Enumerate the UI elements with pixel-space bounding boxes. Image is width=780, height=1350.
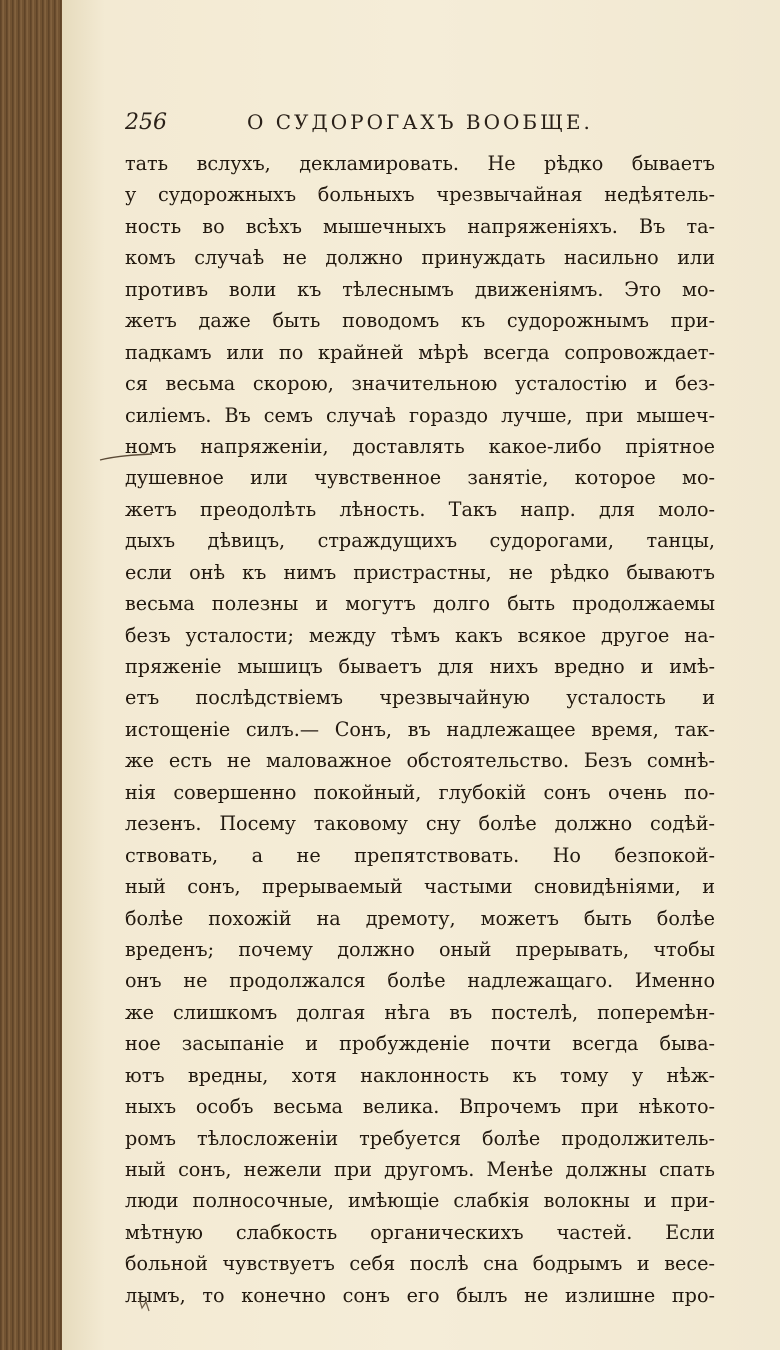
text-line: ствовать, а не препятствовать. Но безпокой- (125, 843, 715, 867)
page-stack-edge (0, 0, 62, 1350)
text-line: номъ напряженіи, доставлять какое-либо пріятное (125, 434, 715, 458)
text-line: противъ воли къ тѣлеснымъ движеніямъ. Это мо- (125, 277, 715, 301)
text-line: мѣтную слабкость органическихъ частей. Если (125, 1220, 715, 1244)
text-line: лезенъ. Посему таковому сну болѣе должно содѣй- (125, 812, 715, 836)
text-line: ность во всѣхъ мышечныхъ напряженіяхъ. Въ та- (125, 214, 715, 238)
text-line: же есть не маловажное обстоятельство. Безъ сомнѣ- (125, 749, 715, 773)
text-line: комъ случаѣ не должно принуждать насильно или (125, 246, 715, 270)
text-line: ныхъ особъ весьма велика. Впрочемъ при нѣкото- (125, 1095, 715, 1119)
text-line: ютъ вредны, хотя наклонность къ тому у нѣж- (125, 1063, 715, 1087)
page-number: 256 (125, 110, 167, 135)
text-line: же слишкомъ долгая нѣга въ постелѣ, поперемѣн- (125, 1000, 715, 1024)
text-line: дыхъ дѣвицъ, страждущихъ судорогами, танцы, (125, 529, 715, 553)
text-line: болѣе похожій на дремоту, можетъ быть болѣе (125, 906, 715, 930)
text-line: ный сонъ, нежели при другомъ. Менѣе должны спать (125, 1158, 715, 1181)
text-line: нія совершенно покойный, глубокій сонъ очень по- (125, 780, 715, 804)
text-line: вреденъ; почему должно оный прерывать, чтобы (125, 937, 715, 961)
running-title: О СУДОРОГАХЪ ВООБЩЕ. (247, 110, 593, 134)
text-line: ный сонъ, прерываемый частыми сновидѣніями, и (125, 875, 715, 899)
text-line: больной чувствуетъ себя послѣ сна бодрымъ и весе- (125, 1252, 715, 1276)
text-line: люди полносочные, имѣющіе слабкія волокны и при- (125, 1189, 715, 1213)
text-line: ся весьма скорою, значительною усталостію и без- (125, 372, 715, 396)
text-line: истощеніе силъ.— Сонъ, въ надлежащее время, так- (125, 717, 715, 741)
text-line: падкамъ или по крайней мѣрѣ всегда сопровождает- (125, 340, 715, 364)
text-line: жетъ преодолѣть лѣность. Такъ напр. для моло- (125, 497, 715, 521)
text-line: етъ послѣдствіемъ чрезвычайную усталость и (125, 686, 715, 710)
text-line: силіемъ. Въ семъ случаѣ гораздо лучше, при мышеч- (125, 403, 715, 427)
text-line: безъ усталости; между тѣмъ какъ всякое другое на- (125, 623, 715, 647)
body-text (125, 148, 715, 1311)
text-line: лымъ, то конечно сонъ его былъ не излишне про- (125, 1283, 715, 1307)
text-line: ромъ тѣлосложеніи требуется болѣе продолжитель- (125, 1126, 715, 1150)
text-line: онъ не продолжался болѣе надлежащаго. Именно (125, 969, 715, 993)
page-speck-mark (136, 1296, 152, 1314)
text-line: душевное или чувственное занятіе, которое мо- (125, 466, 715, 490)
text-line: жетъ даже быть поводомъ къ судорожнымъ при- (125, 309, 715, 333)
text-line: тать вслухъ, декламировать. Не рѣдко бываетъ (125, 152, 715, 175)
text-line: у судорожныхъ больныхъ чрезвычайная недѣятель- (125, 183, 715, 207)
page-header (125, 110, 685, 142)
text-line: если онѣ къ нимъ пристрастны, не рѣдко бываютъ (125, 560, 715, 584)
text-line: ное засыпаніе и пробужденіе почти всегда быва- (125, 1032, 715, 1056)
text-line: пряженіе мышицъ бываетъ для нихъ вредно и имѣ- (125, 655, 715, 678)
text-line: весьма полезны и могутъ долго быть продолжаемы (125, 592, 715, 616)
